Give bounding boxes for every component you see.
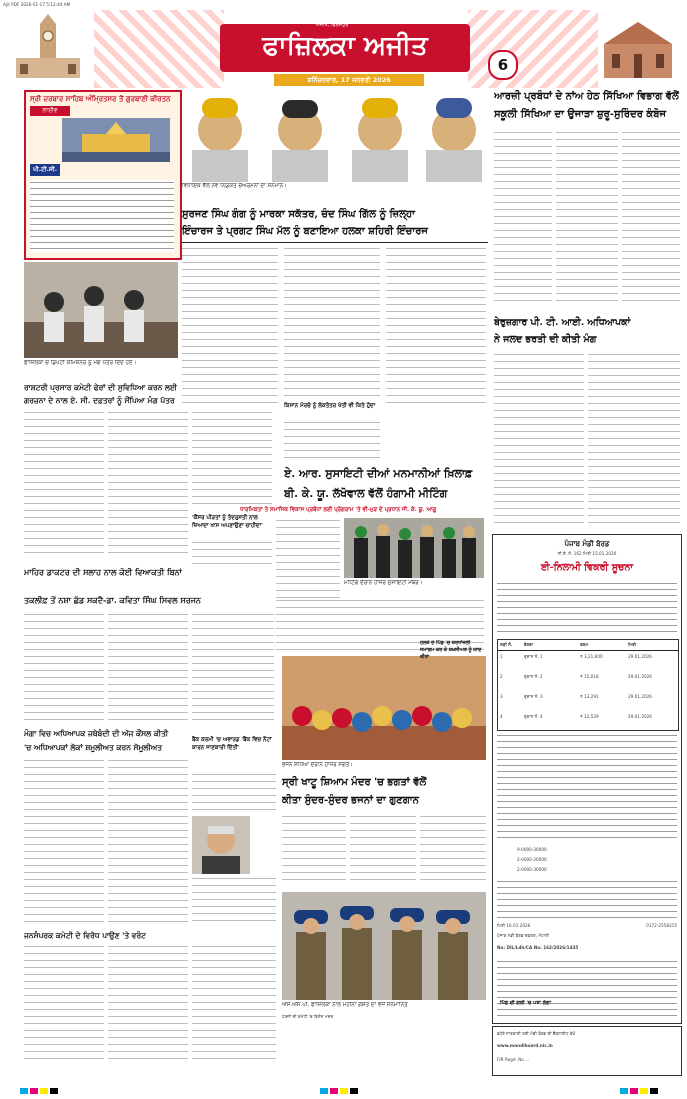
mid-small-headline-3: ਬੈਂਕ ਕਰਮੀ 'ਚ ਅਵਾਰਡ 'ਬੈਂਕ ਵਿਚ ਨੌਟਾਂ ਕਾਰਨ ਜਾਣਕਾਰੀ ਦਿੱਤੀ' [192, 737, 272, 751]
tender-cell: ਦੁਕਾਨ ਨੰ. 4 [524, 714, 543, 719]
tender-cell: 4 [500, 714, 503, 719]
unemployed-headline-2: ਨੇ ਜਲਦ ਭਰਤੀ ਦੀ ਕੀਤੀ ਮੰਗ [494, 334, 597, 345]
main-headline-2: ਸਕੂਲੀ ਸਿੱਖਿਆ ਦਾ ਉਜਾੜਾ ਸ਼ੁਰੂ-ਸੁਰਿੰਦਰ ਕੰਬੋਜ [494, 109, 666, 120]
demand-col-1 [24, 758, 104, 926]
tender-phone: 9-0000-30000 [517, 847, 547, 852]
bottom-ad-line: FIR Regd. No ... [497, 1057, 530, 1062]
right-small-headline: ਹਲਕੇ ਦੇ ਪਿੰਡ 'ਚ ਸ਼ਰਧਾਂਜਲੀ ਸਮਾਗਮ ਕਰ ਕੇ ਸ਼ਖ਼ਸੀਅਤ ਨੂੰ ਯਾਦ ਕੀਤਾ [420, 640, 482, 660]
tender-col-header: ਰਕਮ [580, 642, 589, 647]
sar-headline-2: ਗਰਜ਼ਨਾ ਦੇ ਨਾਲ ਏ. ਸੀ. ਦਫ਼ਤਰਾਂ ਨੂੰ ਸੌਂਪਿਆ ਮੰਗ ਪੱਤਰ [24, 396, 175, 405]
tender-phone: 2-0000-20000 [517, 857, 547, 862]
tender-notice [492, 534, 682, 1024]
police-caption: ਐੱਸ.ਐੱਸ.ਪੀ. ਫਾਜ਼ਿਲਕਾ ਨਾਲ ਮਹੀਨਾ ਗਸ਼ਤ ਦਾ ਵਜੋਂ ਸਨਮਾਨਿਤ [282, 1002, 408, 1008]
tender-cell: 29.01.2026 [628, 654, 652, 659]
mid-small-headline-1: ਕਿਸਾਨ ਮੋਰਚੇ ਨੂੰ ਲੋਕਤੰਤਰ ਖੇਤੀ ਵੀ ਕਿਤੇ ਹੁੰਦਾ [284, 403, 376, 409]
demand-col-2 [108, 758, 188, 926]
masthead-date: ਸ਼ਨਿੱਚਰਵਾਰ, 17 ਜਨਵਰੀ 2026 [274, 74, 424, 86]
tender-cell: ₹ 15,018 [580, 674, 599, 679]
left-bottom-col-3 [192, 944, 276, 1064]
ssp-right-headline: ਪਿੰਡ ਦੀ ਗਲੀ 'ਚ ਪਤਾ ਲੱਗਾ [500, 1000, 552, 1006]
sar-col-3 [192, 410, 272, 510]
bhajan-headline-1: ਸ੍ਰੀ ਖਾਟੂ ਸ਼ਿਆਮ ਮੰਦਰ 'ਚ ਭਗਤਾਂ ਵੱਲੋਂ [282, 777, 427, 788]
color-bar [0, 1080, 687, 1088]
main-col-3 [622, 130, 680, 304]
appointment-headline-2: ਇੰਚਾਰਜ ਤੇ ਪ੍ਰਗਟ ਸਿੰਘ ਮੱਲ ਨੂੰ ਬਣਾਇਆ ਹਲਕਾ ਸ਼ਹਿਰੀ ਇੰਚਾਰਜ [182, 226, 428, 237]
clock-tower-icon [8, 14, 88, 84]
mid-small-text-3 [192, 772, 276, 812]
tender-cell: 29.01.2026 [628, 674, 652, 679]
doctor-col-3 [192, 612, 274, 724]
tender-cell: 1 [500, 654, 503, 659]
bottom-ad [492, 1026, 682, 1076]
doctor-headline-1: ਮਾਹਿਰ ਡਾਕਟਰ ਦੀ ਸਲਾਹ ਨਾਲ ਕੋਈ ਵਿਆਕਤੀ ਬਿਨਾਂ [24, 567, 182, 577]
tender-header-sub: ਸੀ.ਏ. ਨੰ. 162 ਮਿਤੀ 15.01.2026 [557, 551, 617, 556]
tender-cell: 29.01.2026 [628, 714, 652, 719]
leaders-photo-row [182, 88, 488, 182]
tender-footer-note: ਪੰਜਾਬ ਮੰਡੀ ਬੋਰਡ ਦਫ਼ਤਰ, ਮੋਹਾਲੀ [497, 933, 549, 938]
left-bottom-col-1 [24, 944, 104, 1064]
tender-cell: ₹ 12,529 [580, 714, 599, 719]
sar-col-2 [108, 410, 188, 556]
tender-cell: ₹ 13,291 [580, 694, 599, 699]
tender-cell: 29.01.2026 [628, 694, 652, 699]
gurmat-ad-text [30, 180, 174, 252]
mid-small-headline-2: 'ਕੈਂਸਰ ਪੀੜਤਾਂ ਨੂੰ ਤੰਦਰੁਸਤੀ ਨਾਲ ਜ਼ਿਆਦਾ ਖਾਸ ਅਪਣਾਉਣਾ ਚਾਹੀਦਾ' [192, 515, 263, 529]
leader-small-line: ਹਰਜੀ ਦੀ ਕਮੇਟੀ 'ਚ ਵਿਸ਼ੇਸ਼ ਮਦਦ [282, 1014, 334, 1019]
society-photo [344, 518, 484, 578]
bhajan-headline-2: ਕੀਤਾ ਸੁੰਦਰ-ਸੁੰਦਰ ਭਜਨਾਂ ਦਾ ਗੁਣਗਾਨ [282, 795, 419, 806]
left-bottom-col-2 [108, 944, 188, 1064]
bhajan-photo [282, 656, 486, 760]
tender-intro-text [497, 581, 677, 635]
left-bottom-headline: ਜਨਸੰਪਰਕ ਕਮੇਟੀ ਦੇ ਵਿਰੋਧ ਪਾਉਣ 'ਤੇ ਵਰੰਟ [24, 931, 146, 940]
pattern-right [468, 10, 598, 88]
tender-header-1: ਪੰਜਾਬ ਮੰਡੀ ਬੋਰਡ [564, 539, 610, 548]
tender-footer-code: No: DIL/Ldh/CA No: 162/2026/1435 [497, 945, 579, 950]
gurmat-ad [24, 90, 182, 260]
appointment-col-3 [386, 246, 486, 406]
haveli-icon [598, 14, 678, 84]
society-col-1 [276, 518, 340, 608]
tender-phone: 2-0000-30000 [517, 867, 547, 872]
tender-col-header: ਲੜੀ ਨੰ. [500, 642, 513, 647]
masthead [6, 10, 682, 88]
tender-footer-phone: 0172-2558315 [646, 923, 677, 928]
tender-cell: ਦੁਕਾਨ ਨੰ. 3 [524, 694, 543, 699]
unemployed-col-1 [494, 352, 584, 528]
doctor-col-1 [24, 612, 104, 724]
edition-meta: Ajit PDF 2026-01-17 5:12:44 AM [3, 2, 71, 7]
society-headline-2: ਬੀ. ਕੇ. ਯੂ. ਲੱਖੋਵਾਲ ਵੱਲੋਂ ਹੰਗਾਮੀ ਮੀਟਿੰਗ [284, 487, 448, 500]
doctor-headline-2: ਤਕਲੀਫ਼ ਤੋਂ ਨਸ਼ਾ ਛੱਡ ਸਕਦੈ-ਡਾ. ਕਵਿਤਾ ਸਿੰਘ ਸਿਵਲ ਸਰਜਨ [24, 595, 201, 605]
masthead-title: ਫਾਜ਼ਿਲਕਾ ਅਜੀਤ [262, 31, 428, 61]
mid-small-text-4 [192, 876, 276, 926]
bhajan-col-1 [282, 814, 346, 886]
demand-headline-2: 'ਚ ਅਧਿਆਪਕਾਂ ਲੋਕਾਂ ਸ਼ਮੂਲੀਅਤ ਕਰਨ ਸੋਮੂਲੀਅਤ [24, 743, 163, 752]
page-number: 6 [488, 50, 518, 80]
bottom-ad-line: ਵਧੇਰੇ ਜਾਣਕਾਰੀ ਲਈ ਮੰਡੀ ਬੋਰਡ ਦੀ ਵੈੱਬਸਾਈਟ ਵੇਖੋ [497, 1031, 576, 1036]
gurmat-live-badge: ਲਾਈਵ [30, 106, 70, 116]
divider [182, 242, 488, 243]
unemployed-col-2 [588, 352, 680, 528]
doctor-col-2 [108, 612, 188, 724]
tender-col-header: ਮਿਤੀ [628, 642, 637, 647]
appointment-col-2 [284, 246, 380, 398]
mid-small-text-2 [192, 540, 272, 564]
tender-col-header: ਵੇਰਵਾ [524, 642, 534, 647]
society-headline-1: ਏ. ਆਰ. ਸੁਸਾਇਟੀ ਦੀਆਂ ਮਨਮਾਨੀਆਂ ਖ਼ਿਲਾਫ਼ [284, 467, 473, 480]
gurmat-ad-title: ਸ੍ਰੀ ਦਰਬਾਰ ਸਾਹਿਬ ਅੰਮ੍ਰਿਤਸਰ ਤੋਂ ਗੁਰਬਾਣੀ ਕੀਰਤਨ [30, 94, 171, 103]
sar-headline-1: ਰਾਸ਼ਟਰੀ ਪ੍ਰਸਾਰ ਕਮੇਟੀ ਫੇਰਾਂ ਦੀ ਸੁਵਿਧਿਆ ਕਰਨ ਲਈ [24, 383, 177, 392]
unemployed-headline-1: ਬੇਰੁਜ਼ਗਾਰ ਪੀ. ਟੀ. ਆਈ. ਅਧਿਆਪਕਾਂ [494, 317, 631, 328]
tender-cell: 3 [500, 694, 503, 699]
leaders-caption: ਵਿਧਾਇਕ ਵੱਲੋਂ ਨਵ ਨਿਯੁਕਤ ਚੇਅਰਮੈਨਾਂ ਦਾ ਸਨਮਾਨ। [182, 183, 287, 189]
tender-cell: ਦੁਕਾਨ ਨੰ. 1 [524, 654, 543, 659]
pattern-left [94, 10, 224, 88]
bhajan-caption: ਭਜਨ ਸੰਧਿਆ ਦੌਰਾਨ ਹਾਜ਼ਰ ਸੰਗਤ। [282, 762, 354, 768]
society-subheadline: ਧਾਰਮਿਕਤਾ ਤੇ ਸਮਾਜਿਕ ਵਿਕਾਸ ਪ੍ਰਬੰਧਾਂ ਲਈ ਪ੍ਰੋਗਰਾਮ 'ਤੇ ਵੀ-ਮੁੜ ਦੇ ਪ੍ਰਧਾਨ ਜੀ. ਕੇ. ਯੂ. ਆਗੂ [240, 507, 437, 513]
tender-footer-date: ਮਿਤੀ 16.01.2026 [497, 923, 531, 928]
ptc-badge: ਪੀ.ਟੀ.ਸੀ. [30, 164, 60, 176]
bottom-ad-url: www.mandiboard.nic.in [497, 1043, 553, 1048]
office-caption: ਫਾਜ਼ਿਲਕਾ ਚ ਡਿਪਟੀ ਕਮਿਸ਼ਨਰ ਨੂੰ ਮੰਗ ਪੱਤਰ ਦਿੰਦੇ ਹੋਏ। [24, 360, 137, 366]
tender-terms-text [497, 733, 677, 843]
tender-cell: ₹ 3,21,600 [580, 654, 603, 659]
sar-col-1 [24, 410, 104, 556]
portrait-photo [192, 816, 250, 874]
tender-header-2: ਈ-ਨਿਲਾਮੀ ਵਿਕਰੀ ਸੂਚਨਾ [540, 562, 634, 573]
appointment-headline-1: ਸੁਰਜਣ ਸਿੰਘ ਗੰਗ ਨੂੰ ਮਾਰਕਾ ਸਕੱਤਰ, ਚੰਦ ਸਿੰਘ ਗਿੱਲ ਨੂੰ ਜ਼ਿਲ੍ਹਾ [182, 209, 415, 220]
mid-small-text-1 [284, 420, 380, 460]
tender-extra-text [497, 959, 677, 1017]
tender-row-divider [498, 650, 678, 651]
tender-cell: 2 [500, 674, 503, 679]
golden-temple-photo [62, 118, 170, 162]
main-col-1 [494, 130, 552, 304]
main-col-2 [556, 130, 618, 304]
office-photo [24, 262, 178, 358]
society-caption: ਮੀਟਿੰਗ ਦੌਰਾਨ ਹਾਜ਼ਰ ਸੁਸਾਇਟੀ ਮੈਂਬਰ। [344, 580, 423, 586]
tender-more-text [497, 879, 677, 919]
masthead-sub: ਅਜੀਤ, ਫਿਰੋਜ਼ਪੁਰ [315, 22, 349, 28]
bhajan-col-3 [420, 814, 486, 886]
demand-headline-1: ਮੰਗਾ ਵਿਚ ਅਧਿਆਪਕ ਜਥੇਬੰਦੀ ਦੀ ਅੱਜ ਕੌਂਸਲ ਕੀਤੀ [24, 729, 169, 738]
bhajan-col-2 [350, 814, 416, 886]
tender-cell: ਦੁਕਾਨ ਨੰ. 2 [524, 674, 543, 679]
tender-table [497, 639, 679, 731]
police-photo [282, 892, 486, 1000]
main-headline-1: ਆਰਜ਼ੀ ਪ੍ਰਬੰਧਾਂ ਦੇ ਨਾਂਅ ਹੇਠ ਸਿੱਖਿਆ ਵਿਭਾਗ ਵੱਲੋਂ [494, 91, 679, 102]
